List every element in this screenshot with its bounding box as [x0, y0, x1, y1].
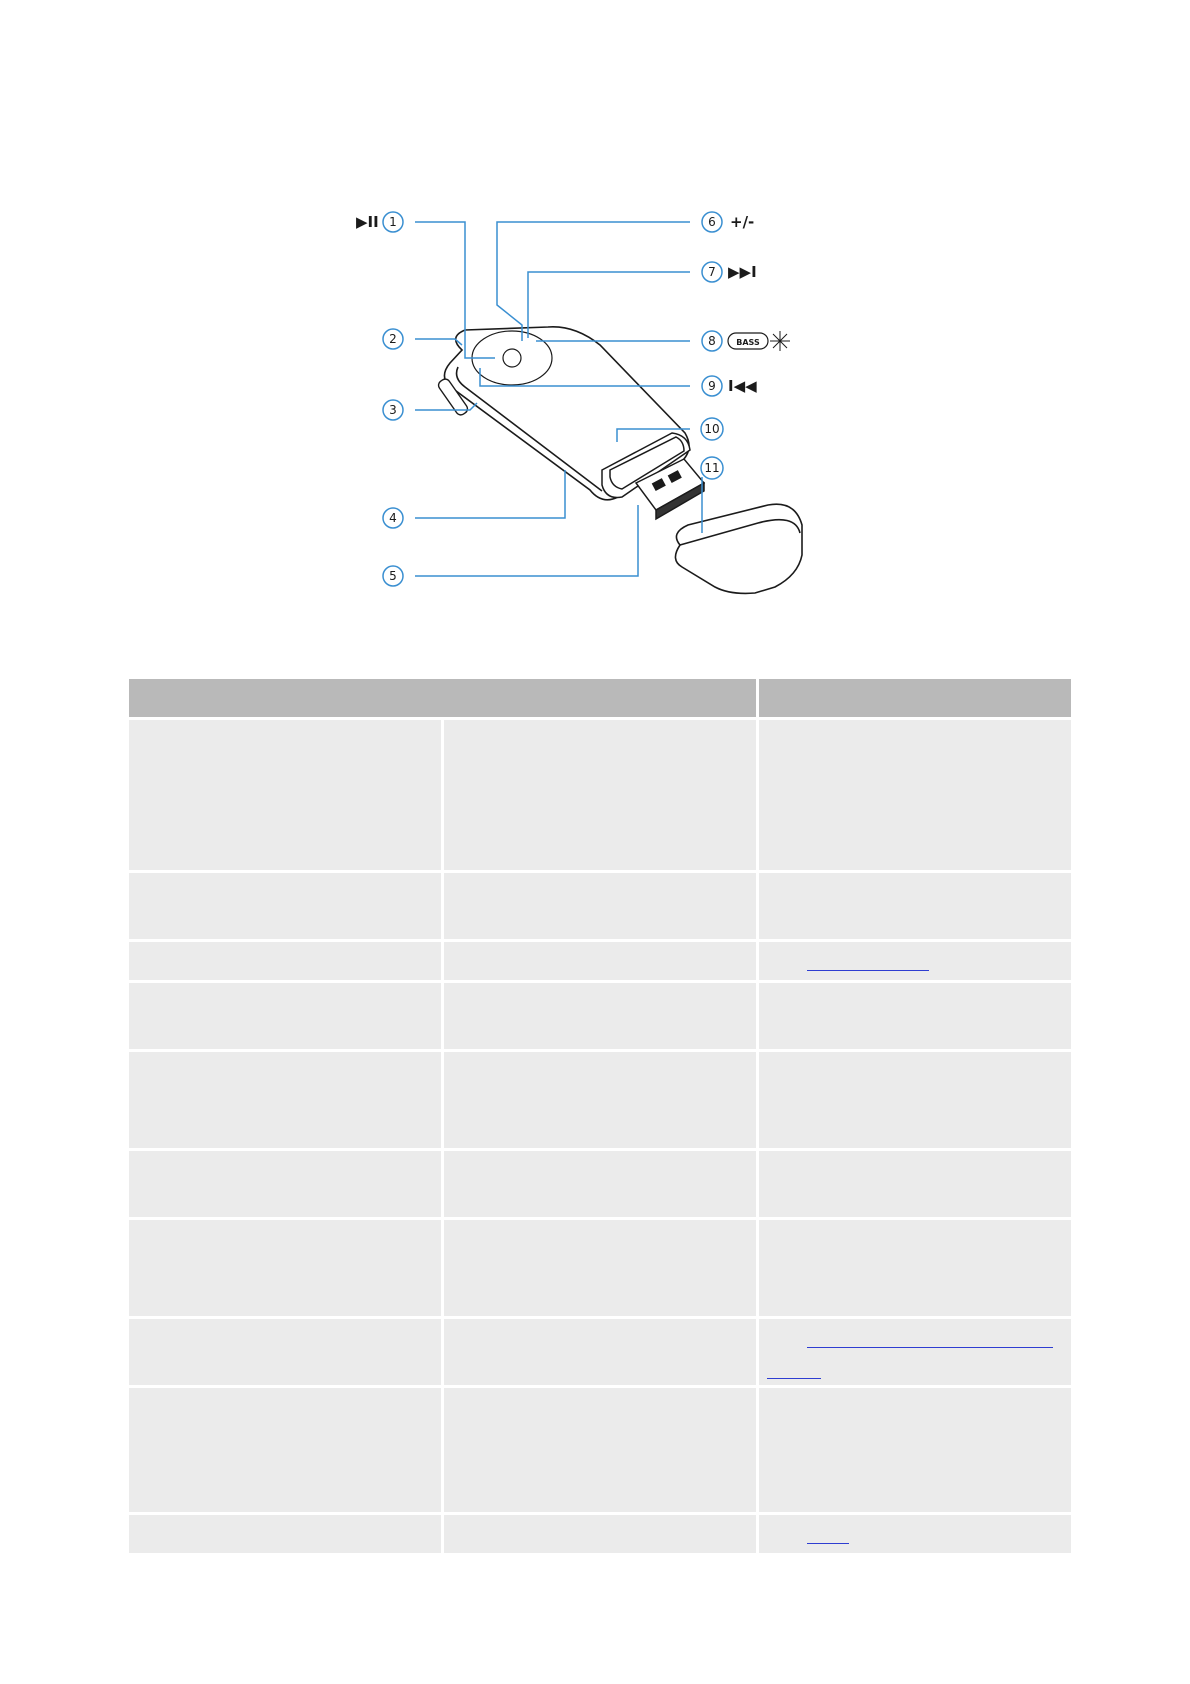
table-cell — [129, 1151, 441, 1217]
table-cell — [759, 1220, 1071, 1316]
callout-9 — [702, 376, 722, 396]
play-pause-icon: ▶II — [356, 213, 379, 231]
svg-text:9: 9 — [708, 379, 716, 393]
svg-text:6: 6 — [708, 215, 716, 229]
link[interactable] — [807, 956, 929, 971]
table-cell — [759, 1052, 1071, 1148]
table-cell — [129, 1319, 441, 1385]
table-row — [129, 1052, 1071, 1148]
svg-text:10: 10 — [704, 422, 720, 436]
table-cell — [759, 1151, 1071, 1217]
table-row — [129, 942, 1071, 980]
link[interactable] — [807, 1333, 1053, 1348]
table-cell — [444, 1515, 756, 1553]
table-header-cell — [759, 679, 1071, 717]
table-cell — [444, 1220, 756, 1316]
table-cell — [759, 873, 1071, 939]
table-cell — [129, 942, 441, 980]
callout-7 — [702, 262, 722, 282]
table-cell — [444, 1151, 756, 1217]
table-row — [129, 1515, 1071, 1553]
svg-text:4: 4 — [389, 511, 397, 525]
callout-8 — [702, 331, 722, 351]
table-cell — [759, 1515, 1071, 1553]
table-cell — [444, 1388, 756, 1512]
table-cell — [759, 1388, 1071, 1512]
table-row — [129, 1319, 1071, 1385]
svg-text:3: 3 — [389, 403, 397, 417]
table-cell — [129, 1052, 441, 1148]
callout-2 — [383, 329, 403, 349]
callout-6 — [702, 212, 722, 232]
table-row — [129, 1151, 1071, 1217]
svg-text:1: 1 — [389, 215, 397, 229]
table-cell — [129, 720, 441, 870]
table-row — [129, 873, 1071, 939]
callout-5 — [383, 566, 403, 586]
table-cell — [129, 1515, 441, 1553]
callout-1 — [383, 212, 403, 232]
svg-text:2: 2 — [389, 332, 397, 346]
table-row — [129, 1388, 1071, 1512]
table-cell — [759, 720, 1071, 870]
svg-text:11: 11 — [704, 461, 720, 475]
table-header-cell — [129, 679, 756, 717]
led-icon — [770, 331, 790, 351]
device-diagram — [356, 213, 870, 655]
table-cell — [444, 1319, 756, 1385]
table-cell — [129, 983, 441, 1049]
table-cell — [129, 1220, 441, 1316]
table-cell — [129, 1388, 441, 1512]
table-cell — [129, 873, 441, 939]
table-cell — [444, 942, 756, 980]
spec-table — [126, 676, 1074, 1556]
previous-track-icon: I◀◀ — [728, 377, 757, 395]
table-row — [129, 983, 1071, 1049]
svg-text:5: 5 — [389, 569, 397, 583]
table-cell — [444, 720, 756, 870]
volume-label: +/- — [730, 213, 755, 231]
link[interactable] — [767, 1364, 821, 1379]
callout-4 — [383, 508, 403, 528]
link[interactable] — [807, 1529, 849, 1544]
next-track-icon: ▶▶I — [728, 263, 757, 281]
callout-11 — [701, 457, 723, 479]
callout-3 — [383, 400, 403, 420]
table-header-row — [129, 679, 1071, 717]
usb-cap — [675, 504, 802, 593]
table-row — [129, 720, 1071, 870]
callout-10 — [701, 418, 723, 440]
table-cell — [759, 942, 1071, 980]
svg-text:7: 7 — [708, 265, 716, 279]
table-cell — [444, 873, 756, 939]
table-cell — [759, 1319, 1071, 1385]
table-row — [129, 1220, 1071, 1316]
svg-text:BASS: BASS — [736, 338, 760, 347]
table-cell — [444, 983, 756, 1049]
svg-text:8: 8 — [708, 334, 716, 348]
table-cell — [444, 1052, 756, 1148]
table-cell — [759, 983, 1071, 1049]
bass-button-icon — [728, 331, 790, 351]
